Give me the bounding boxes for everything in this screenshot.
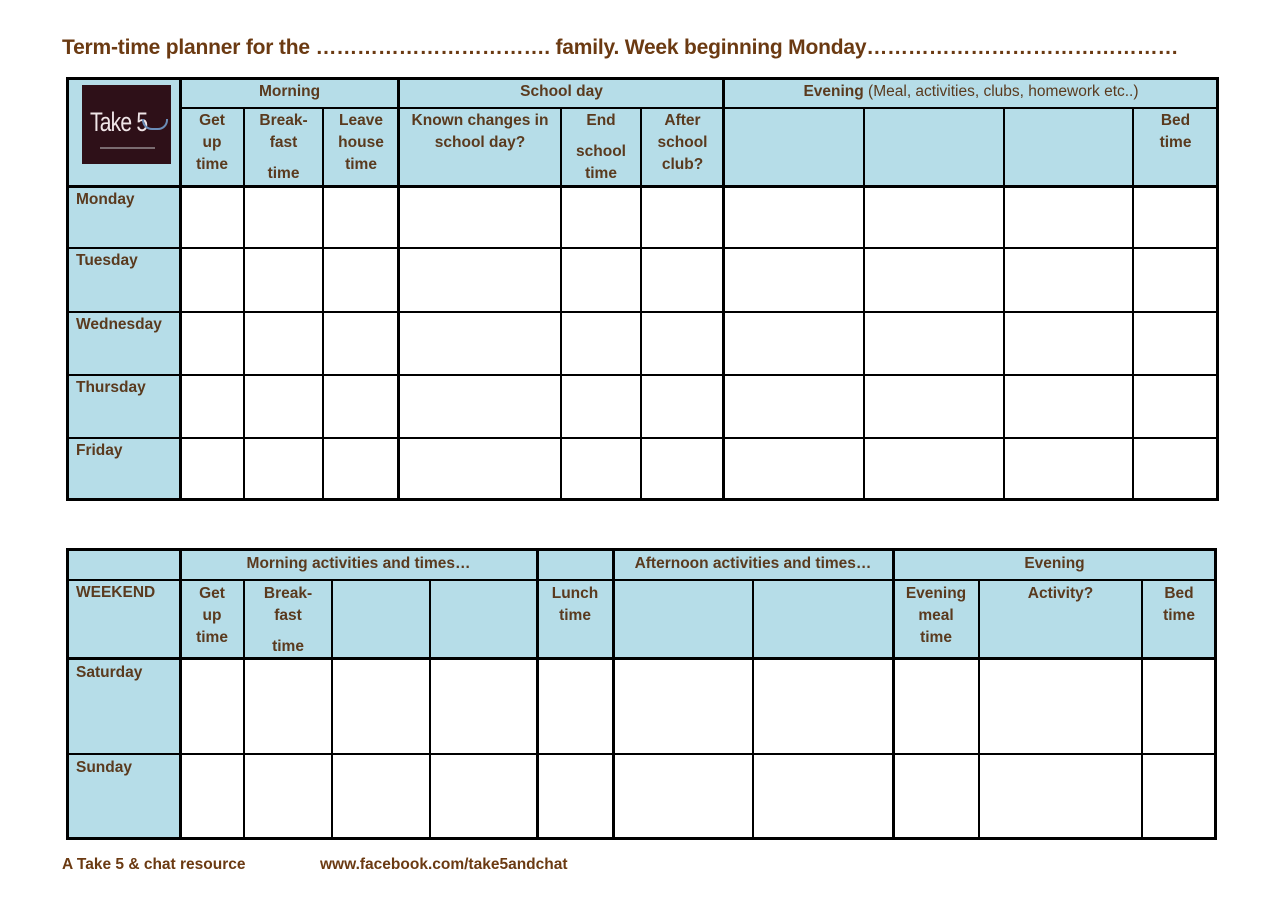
col-text: up <box>202 134 222 151</box>
col-text: Bed <box>1164 585 1194 602</box>
row-label-friday: Friday <box>76 442 123 459</box>
weekday-grid-body[interactable] <box>180 187 1218 500</box>
col-text: time <box>1159 134 1192 151</box>
col-text: club? <box>661 156 704 173</box>
group-morning-activities: Morning activities and times… <box>246 555 471 572</box>
row-label-sunday: Sunday <box>76 759 132 776</box>
col-text: time <box>272 638 304 655</box>
col-text: time <box>267 165 300 182</box>
grid-line <box>978 580 980 838</box>
grid-line <box>863 107 865 500</box>
grid-line <box>397 77 400 501</box>
row-label-tuesday: Tuesday <box>76 252 138 269</box>
col-text: time <box>1163 607 1195 624</box>
col-text: school <box>657 134 708 151</box>
grid-line <box>892 548 895 840</box>
grid-line <box>243 580 245 838</box>
grid-line <box>66 437 1219 439</box>
grid-line <box>1214 548 1217 840</box>
col-text: time <box>920 629 952 646</box>
col-text: Lunch <box>551 585 599 602</box>
row-label-saturday: Saturday <box>76 664 143 681</box>
grid-line <box>1132 107 1134 500</box>
grid-line <box>612 548 615 840</box>
grid-line <box>66 498 1219 501</box>
footer-resource: A Take 5 & chat resource <box>62 856 246 873</box>
footer-url-link[interactable]: www.facebook.com/take5andchat <box>320 856 568 873</box>
group-evening-note: (Meal, activities, clubs, homework etc..) <box>863 83 1139 100</box>
row-label-wednesday: Wednesday <box>76 316 162 333</box>
col-breakfast-time <box>244 110 323 185</box>
grid-line <box>179 77 182 501</box>
col-bed-time <box>1133 110 1218 154</box>
grid-line <box>752 580 754 838</box>
col-text: time <box>196 629 228 646</box>
col-known-changes <box>399 110 561 154</box>
grid-line <box>640 107 642 500</box>
col-text: Bed <box>1160 112 1191 129</box>
grid-line <box>66 753 1217 755</box>
grid-line <box>66 374 1219 376</box>
row-label-thursday: Thursday <box>76 379 146 396</box>
col-text: time <box>585 165 617 182</box>
col-text: fast <box>269 134 298 151</box>
col-text: Leave <box>339 112 383 129</box>
col-text: time <box>559 607 591 624</box>
col-text: Known changes in <box>411 112 549 129</box>
col-text: house <box>338 134 384 151</box>
grid-line <box>429 580 431 838</box>
grid-line <box>180 107 1218 109</box>
grid-line <box>536 548 539 840</box>
group-evening <box>724 81 1218 107</box>
col-text: fast <box>274 607 302 624</box>
col-leave-house-time <box>323 110 399 176</box>
logo-tagline-line <box>100 147 155 149</box>
col-text: Evening <box>905 585 967 602</box>
col-text: Break- <box>263 585 313 602</box>
weekend-day-column-bg <box>67 659 180 839</box>
col-after-school-club <box>641 110 724 176</box>
grid-line <box>67 579 1216 581</box>
col-bed-time <box>1142 583 1216 627</box>
group-evening: Evening <box>1024 555 1085 572</box>
col-text: Get <box>199 112 225 129</box>
col-text: Break- <box>259 112 308 129</box>
group-evening-label: Evening <box>803 83 864 100</box>
row-label-monday: Monday <box>76 191 135 208</box>
coffee-cup-icon <box>142 119 168 130</box>
grid-line <box>66 247 1219 249</box>
grid-line <box>1141 580 1143 838</box>
grid-line <box>66 548 69 840</box>
col-lunch-time <box>537 583 613 627</box>
col-text: school day? <box>434 134 526 151</box>
col-text: up <box>202 607 222 624</box>
col-text: time <box>345 156 377 173</box>
weekend-label: WEEKEND <box>76 584 156 601</box>
col-end-school-time <box>561 110 641 185</box>
grid-line <box>66 77 1219 80</box>
col-get-up-time <box>180 110 244 176</box>
grid-line <box>722 77 725 501</box>
col-evening-meal-time <box>893 583 979 649</box>
grid-line <box>66 837 1217 840</box>
col-get-up-time <box>180 583 244 649</box>
grid-line <box>66 185 1219 188</box>
group-school-day: School day <box>520 83 603 100</box>
grid-line <box>66 657 1217 660</box>
col-text: End <box>586 112 616 129</box>
grid-line <box>66 311 1219 313</box>
grid-line <box>331 580 333 838</box>
grid-line <box>66 548 1217 551</box>
grid-line <box>560 107 562 500</box>
grid-line <box>179 548 182 840</box>
col-breakfast-time <box>244 583 332 658</box>
col-text: Get <box>199 585 225 602</box>
col-text: meal <box>918 607 954 624</box>
grid-line <box>322 107 324 500</box>
group-morning: Morning <box>258 83 321 100</box>
grid-line <box>1003 107 1005 500</box>
logo-text: Take 5 <box>90 107 148 137</box>
col-text: Activity? <box>1027 585 1094 602</box>
grid-line <box>243 107 245 500</box>
col-text: school <box>576 143 626 160</box>
take5-logo <box>82 85 171 164</box>
weekend-grid-body[interactable] <box>180 659 1216 839</box>
group-afternoon-activities: Afternoon activities and times… <box>634 555 872 572</box>
col-activity <box>979 583 1142 605</box>
col-text: After <box>664 112 701 129</box>
page-title: Term-time planner for the ……………………………. family. Week beginning Monday……………………………………… <box>62 36 1179 59</box>
col-text: time <box>196 156 228 173</box>
